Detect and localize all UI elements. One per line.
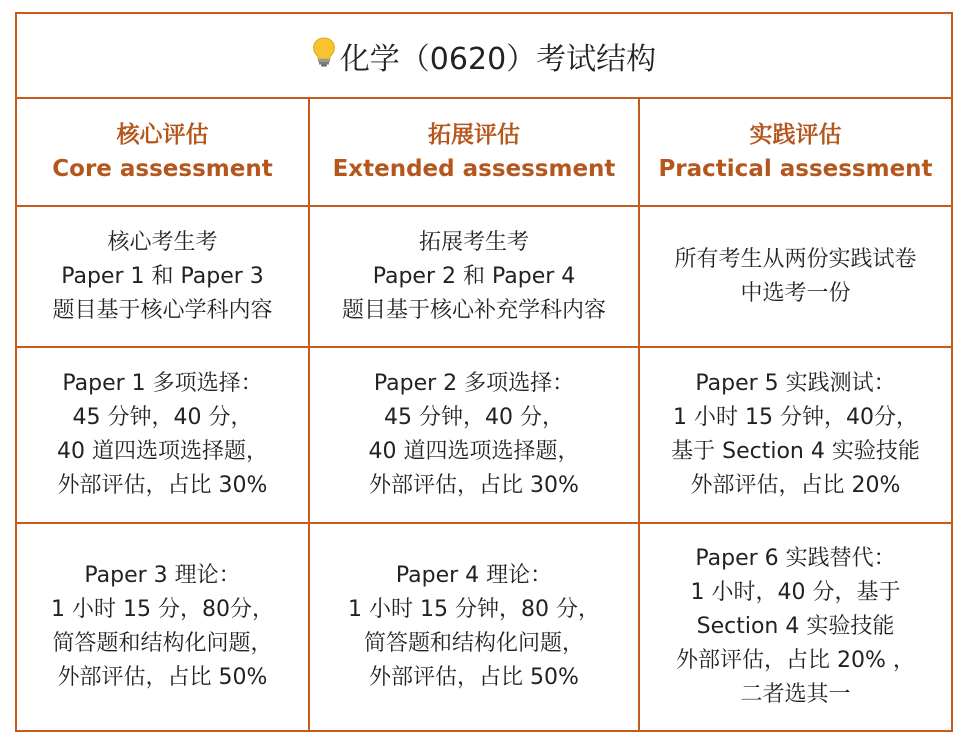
cell-line: Paper 5 实践测试： xyxy=(695,371,896,396)
cell-line: 1 小时 15 分钟，40分， xyxy=(673,405,918,430)
cell-line: 题目基于核心补充学科内容 xyxy=(341,297,606,323)
cell-line: Paper 3 理论： xyxy=(84,563,241,588)
cell-line: 题目基于核心学科内容 xyxy=(52,297,273,323)
header-extended xyxy=(308,99,638,207)
table-cell-paper-6 xyxy=(638,524,951,730)
cell-line: 1 小时 15 分，80分， xyxy=(51,597,274,622)
cell-line: 1 小时，40 分，基于 xyxy=(690,580,901,605)
header-core-cn: 核心评估 xyxy=(116,122,209,148)
cell-line: Paper 1 和 Paper 3 xyxy=(61,263,264,289)
title-text: 化学（0620）考试结构 xyxy=(339,41,657,77)
table-cell-paper-5 xyxy=(638,348,951,524)
cell-line: 40 道四选项选择题， xyxy=(57,439,268,464)
cell-line: 中选考一份 xyxy=(740,280,851,306)
cell-line: 外部评估，占比 20% xyxy=(690,473,901,498)
table-title xyxy=(17,14,951,99)
cell-line: 简答题和结构化问题， xyxy=(363,631,584,656)
cell-line: Paper 2 和 Paper 4 xyxy=(372,263,576,289)
table-cell-paper-3 xyxy=(17,524,308,730)
lightbulb-icon xyxy=(312,37,336,75)
cell-line: 45 分钟，40 分， xyxy=(72,405,253,430)
cell-line: Paper 6 实践替代： xyxy=(695,546,896,571)
cell-line: 1 小时 15 分钟，80 分， xyxy=(348,597,600,622)
table-cell-paper-4 xyxy=(308,524,638,730)
header-practical xyxy=(638,99,951,207)
cell-line: 外部评估，占比 30% xyxy=(57,473,268,498)
table-cell-paper-1 xyxy=(17,348,308,524)
cell-line: 外部评估，占比 50% xyxy=(369,665,579,690)
cell-line: 二者选其一 xyxy=(740,682,851,707)
cell-line: Paper 4 理论： xyxy=(395,563,553,588)
header-practical-en: Practical assessment xyxy=(658,156,933,182)
cell-line: Paper 1 多项选择： xyxy=(62,371,263,396)
header-core-en: Core assessment xyxy=(52,156,273,182)
cell-line: 外部评估，占比 30% xyxy=(369,473,579,498)
header-extended-cn: 拓展评估 xyxy=(428,122,520,148)
cell-line: 45 分钟，40 分， xyxy=(384,405,564,430)
header-practical-cn: 实践评估 xyxy=(749,122,842,148)
cell-line: 简答题和结构化问题， xyxy=(52,631,273,656)
cell-line: 外部评估，占比 50% xyxy=(57,665,268,690)
cell-line: 基于 Section 4 实验技能 xyxy=(671,439,920,464)
cell-line: 拓展考生考 xyxy=(418,229,529,255)
exam-structure-table xyxy=(15,12,953,732)
header-core xyxy=(17,99,308,207)
cell-line: Paper 2 多项选择： xyxy=(373,371,575,396)
table-cell-paper-2 xyxy=(308,348,638,524)
header-extended-en: Extended assessment xyxy=(332,156,616,182)
table-cell-candidates-practical xyxy=(638,207,951,348)
cell-line: 外部评估，占比 20% ， xyxy=(676,648,915,673)
cell-line: 40 道四选项选择题， xyxy=(368,439,580,464)
cell-line: 核心考生考 xyxy=(107,229,218,255)
table-cell-candidates-core xyxy=(17,207,308,348)
cell-line: Section 4 实验技能 xyxy=(696,614,895,639)
cell-line: 所有考生从两份实践试卷 xyxy=(674,246,917,272)
table-cell-candidates-extended xyxy=(308,207,638,348)
